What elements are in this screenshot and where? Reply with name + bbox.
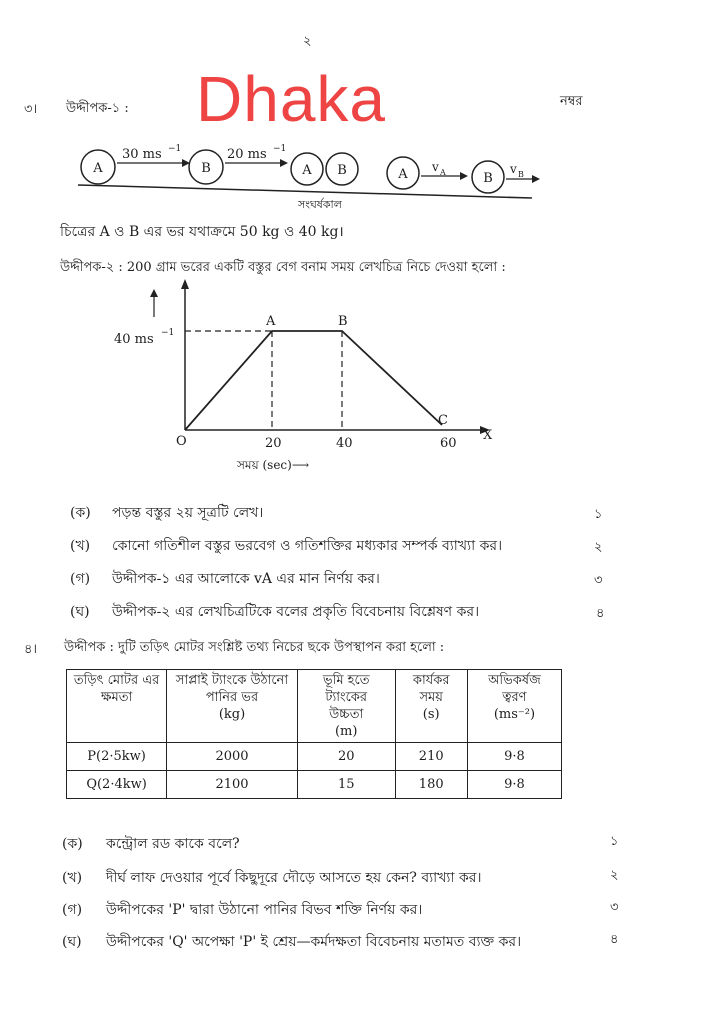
ball-b-final-label: B [483, 171, 493, 186]
table-cell: 210 [395, 743, 467, 771]
table-cell: Q(2·4kw) [67, 771, 167, 799]
q3-label-kha: (খ) [70, 538, 91, 554]
table-cell: 9·8 [467, 771, 561, 799]
x-tick-20: 20 [265, 436, 282, 451]
ball-a-final-label: A [398, 167, 408, 182]
q4-text-ka: কন্ট্রোল রড কাকে বলে? [106, 836, 240, 852]
q3-text-gha: উদ্দীপক-২ এর লেখচিত্রটিকে বলের প্রকৃতি বিবেচনায় বিশ্লেষণ কর। [112, 604, 480, 620]
q4-stimulus: উদ্দীপক : দুটি তড়িৎ মোটর সংশ্লিষ্ট তথ্য নিচের ছকে উপস্থাপন করা হলো : [64, 640, 445, 655]
x-tick-60: 60 [440, 436, 457, 451]
table-header-row [67, 670, 562, 743]
y-axis-arrowhead [181, 279, 189, 289]
speed-b-label: 20 ms [227, 147, 267, 162]
q3-label-gha: (ঘ) [70, 604, 90, 620]
q4-text-ga: উদ্দীপকের 'P' দ্বারা উঠানো পানির বিভব শক্তি নির্ণয় কর। [106, 902, 423, 918]
q4-label-gha: (ঘ) [62, 934, 82, 950]
q3-marks-kha: ২ [594, 540, 603, 555]
origin-label: O [176, 434, 187, 449]
q4-label-ga: (গ) [62, 902, 83, 918]
table-cell: 180 [395, 771, 467, 799]
table-header-cell: সাপ্লাই ট্যাংকে উঠানো পানির ভর (kg) [167, 670, 298, 743]
motor-data-table [66, 669, 562, 799]
table-header-cell: ভূমি হতে ট্যাংকের উচ্চতা (m) [297, 670, 395, 743]
q3-marks-ga: ৩ [594, 573, 603, 588]
table-header-cell: অভিকর্ষজ ত্বরণ (ms⁻²) [467, 670, 561, 743]
watermark-logo: Dhaka [196, 63, 386, 135]
arrow-va-head [460, 172, 468, 180]
marks-column-header: নম্বর [560, 94, 583, 109]
table-cell: 2100 [167, 771, 298, 799]
ball-b-collision-label: B [337, 163, 347, 178]
q4-number: ৪। [24, 642, 38, 657]
table-row [67, 771, 562, 799]
table-cell: 20 [297, 743, 395, 771]
ball-a-collision-label: A [302, 163, 312, 178]
x-axis-label: X [483, 428, 493, 443]
q3-text-ka: পড়ন্ত বস্তুর ২য় সূত্রটি লেখ। [112, 505, 264, 521]
x-axis-title: সময় (sec)⟶ [237, 458, 310, 472]
table-header-cell: তড়িৎ মোটর এর ক্ষমতা [67, 670, 167, 743]
speed-a-exp: −1 [168, 144, 182, 154]
ball-a-label: A [93, 161, 103, 176]
q4-marks-gha: ৪ [610, 932, 619, 947]
point-c-label: C [438, 413, 448, 428]
arrow-b-head [280, 159, 288, 167]
point-a-label: A [266, 314, 276, 329]
ground-line [78, 185, 532, 198]
collision-time-label: সংঘর্ষকাল [298, 198, 342, 211]
y-value-exponent: −1 [161, 328, 175, 338]
q4-label-ka: (ক) [62, 836, 83, 852]
q3-text-kha: কোনো গতিশীল বস্তুর ভরবেগ ও গতিশক্তির মধ্যকার সম্পর্ক ব্যাখ্যা কর। [112, 538, 503, 554]
point-b-label: B [338, 314, 348, 329]
y-label-arrowhead [150, 289, 158, 297]
velocity-curve [185, 331, 442, 430]
table-cell: 9·8 [467, 743, 561, 771]
arrow-vb-head [532, 175, 540, 183]
q3-stimulus1-label: উদ্দীপক-১ : [66, 101, 129, 116]
q4-text-kha: দীর্ঘ লাফ দেওয়ার পূর্বে কিছুদূরে দৌড়ে আসতে হয় কেন? ব্যাখ্যা কর। [106, 870, 482, 886]
va-label: v [432, 160, 439, 174]
q4-text-gha: উদ্দীপকের 'Q' অপেক্ষা 'P' ই শ্রেয়—কর্মদক্ষতা বিবেচনায় মতামত ব্যক্ত কর। [106, 934, 522, 950]
table-cell: P(2·5kw) [67, 743, 167, 771]
y-value-label: 40 ms [114, 332, 154, 347]
q3-label-ka: (ক) [70, 505, 91, 521]
table-cell: 15 [297, 771, 395, 799]
table-row [67, 743, 562, 771]
table-header-cell: কার্যকর সময় (s) [395, 670, 467, 743]
q4-marks-ka: ১ [610, 834, 619, 849]
page-number: ২ [303, 34, 312, 49]
q4-marks-ga: ৩ [610, 900, 619, 915]
q3-label-ga: (গ) [70, 571, 91, 587]
x-tick-40: 40 [336, 436, 353, 451]
mass-statement: চিত্রের A ও B এর ভর যথাক্রমে 50 kg ও 40 kg। [60, 224, 344, 240]
stimulus2-statement: উদ্দীপক-২ : 200 গ্রাম ভরের একটি বস্তুর বেগ বনাম সময় লেখচিত্র নিচে দেওয়া হলো : [60, 260, 506, 275]
ball-b-label: B [201, 161, 211, 176]
q3-number: ৩। [24, 102, 38, 117]
table-cell: 2000 [167, 743, 298, 771]
q4-label-kha: (খ) [62, 870, 83, 886]
vb-label: v [510, 162, 517, 176]
q3-text-ga: উদ্দীপক-১ এর আলোকে vA এর মান নির্ণয় কর। [112, 571, 380, 587]
vb-subscript: B [518, 170, 524, 179]
speed-a-label: 30 ms [122, 147, 162, 162]
q3-marks-ka: ১ [594, 507, 603, 522]
q4-marks-kha: ২ [610, 868, 619, 883]
collision-diagram [70, 138, 550, 218]
speed-b-exp: −1 [273, 144, 287, 154]
velocity-time-graph [100, 275, 520, 480]
q3-marks-gha: ৪ [596, 606, 605, 621]
va-subscript: A [440, 168, 446, 177]
